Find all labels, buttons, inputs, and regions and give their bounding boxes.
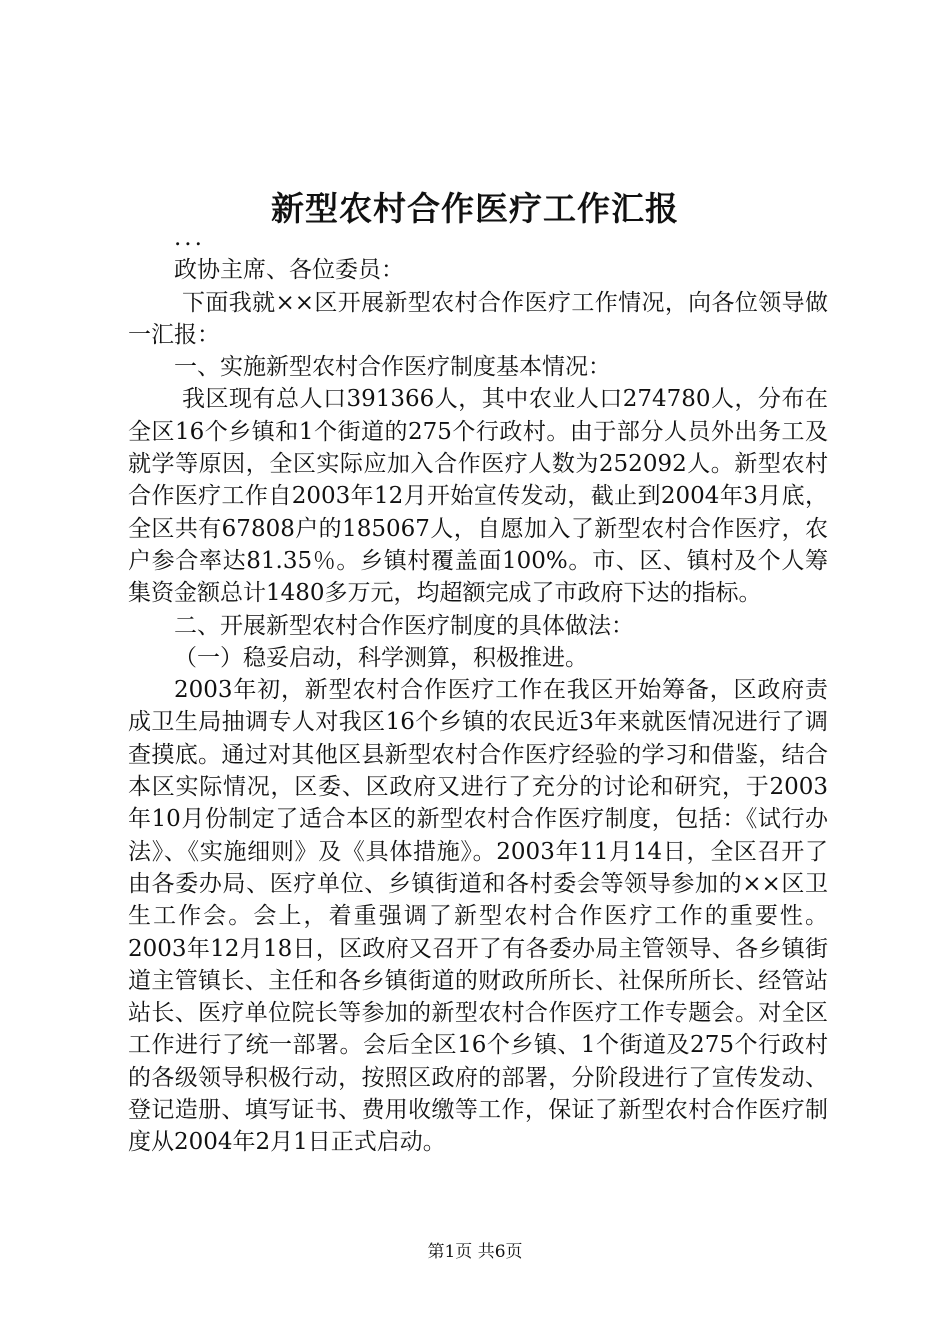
section-heading-1: 一、实施新型农村合作医疗制度基本情况：	[174, 354, 611, 381]
paragraph-basic-situation: 我区现有总人口391366人，其中农业人口274780人，分布在全区16个乡镇和1个街道的275个行政村。由于部分人员外出务工及就学等原因，全区实际应加入合作医疗人数为252092人。新型农村合作医疗工作自2003年12月开始宣传发动，截止到2004年3月底，全区共有67808户的185067人，自愿加入了新型农村合作医疗，农户参合率达81.35％。乡镇村覆盖面100%。市、区、镇村及个人筹集资金额总计1480多万元，均超额完成了市政府下达的指标。	[128, 386, 828, 607]
section-heading-2: 二、开展新型农村合作医疗制度的具体做法：	[174, 612, 634, 639]
paragraph-startup: 2003年初，新型农村合作医疗工作在我区开始筹备，区政府责成卫生局抽调专人对我区16个乡镇的农民近3年来就医情况进行了调查摸底。通过对其他区县新型农村合作医疗经验的学习和借鉴，结合本区实际情况，区委、区政府又进行了充分的讨论和研究，于2003年10月份制定了适合本区的新型农村合作医疗制度，包括：《试行办法》、《实施细则》及《具体措施》。2003年11月14日，全区召开了由各委办局、医疗单位、乡镇街道和各村委会等领导参加的××区卫生工作会。会上，着重强调了新型农村合作医疗工作的重要性。2003年12月18日，区政府又召开了有各委办局主管领导、各乡镇街道主管镇长、主任和各乡镇街道的财政所所长、社保所所长、经管站站长、医疗单位院长等参加的新型农村合作医疗工作专题会。对全区工作进行了统一部署。会后全区16个乡镇、1个街道及275个行政村的各级领导积极行动，按照区政府的部署，分阶段进行了宣传发动、登记造册、填写证书、费用收缴等工作，保证了新型农村合作医疗制度从2004年2月1日正式启动。	[128, 677, 828, 1156]
document-title: 新型农村合作医疗工作汇报	[271, 189, 679, 228]
page-number-footer: 第1页 共6页	[427, 1242, 523, 1262]
intro-paragraph: 下面我就××区开展新型农村合作医疗工作情况，向各位领导做一汇报：	[128, 289, 828, 348]
salutation: 政协主席、各位委员：	[174, 257, 404, 284]
ellipsis-line: ...	[174, 225, 205, 251]
subsection-heading-1: （一）稳妥启动，科学测算，积极推进。	[174, 644, 588, 671]
document-body	[128, 222, 828, 1159]
